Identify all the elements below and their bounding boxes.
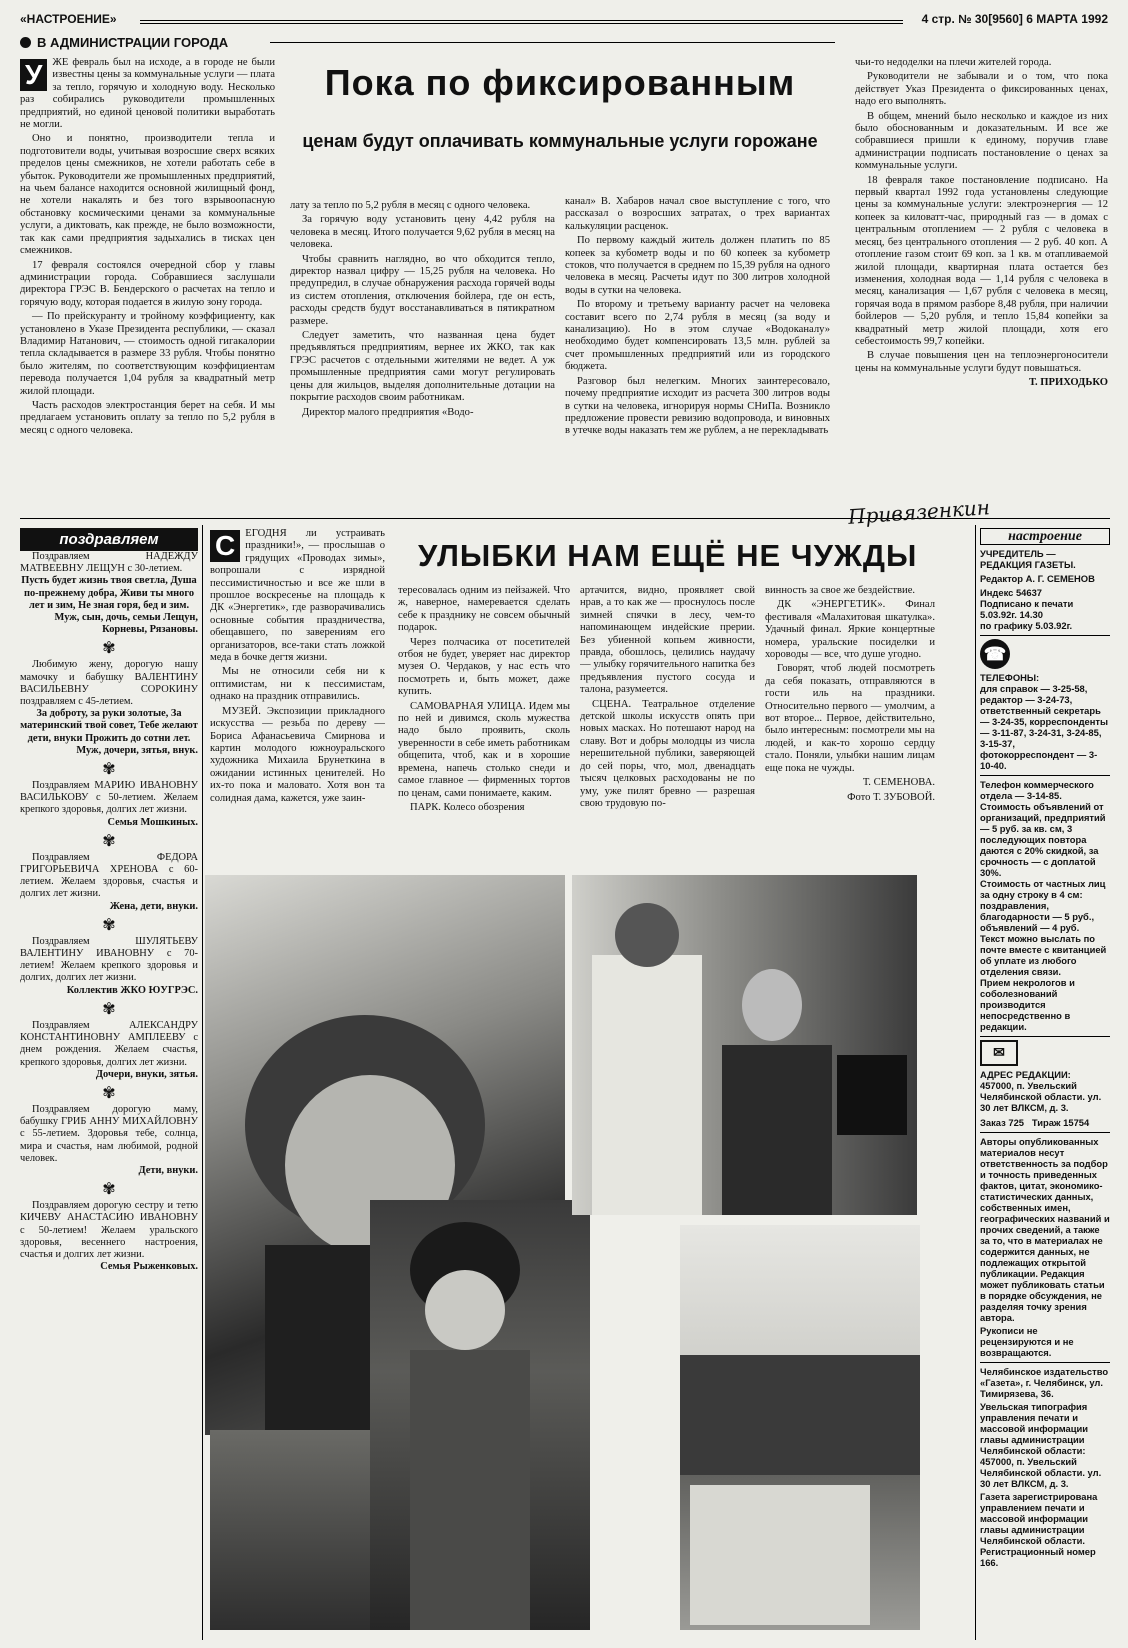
ad-phone: Телефон коммерческого отдела — 3-14-85. xyxy=(980,779,1094,801)
photo-festival-stage xyxy=(572,875,917,1215)
greeting-item xyxy=(20,551,198,636)
article1-title: Пока по фиксированным xyxy=(324,62,796,103)
ad-obituary: Прием некрологов и соболезнований производится непосредственно в редакции. xyxy=(980,977,1075,1032)
ad-private: Стоимость от частных лиц за одну строку в 4 см: поздравления, благодарности — 5 руб., объявлений — 4 руб. xyxy=(980,878,1106,933)
paragraph: САМОВАРНАЯ УЛИЦА. Идем мы по ней и дивимся, сколь мужества надо было проявить, сколь уверенности в себе иметь работникам общепита, чтоб, как и в хорошие времена, напечь столько снеди и самое главное — фирменных тортов по ценам, сами понимаете, каким. xyxy=(398,700,570,799)
article2-title: УЛЫБКИ НАМ ЕЩЁ НЕ ЧУЖДЫ xyxy=(418,538,918,573)
paragraph: Следует заметить, что названная цена будет предъявляться предприятиям, вернее их ЖКО, так как ГРЭС расчетов с отдельными жителями не ведет. А уж промышленные предприятия сами могут регулировать цены для жильцов, выделяя дополнительные дотации на покрытие расходов своим работникам. xyxy=(290,330,555,404)
article2-column-2 xyxy=(398,585,570,870)
paragraph: МУЗЕЙ. Экспозиции прикладного искусства — резьба по дереву — Бориса Афанасьевича Смирнова и картин молодого южноуральского художника Михаила Брунеткина в ожидании истинных ценителей. Но их-то пока и маловато. Хотя вон та солидная дама, кажется, уже заин- xyxy=(210,705,385,804)
greeting-text: Любимую жену, дорогую нашу мамочку и бабушку ВАЛЕНТИНУ ВАСИЛЬЕВНУ СОРОКИНУ поздравляем с 45-летием. xyxy=(20,659,198,708)
greeting-signature: Муж, сын, дочь, семьи Лещун, Корневы, Рязановы. xyxy=(54,612,198,636)
greeting-signature: Дети, внуки. xyxy=(138,1164,198,1176)
greeting-signature: Семья Рыженковых. xyxy=(100,1261,198,1273)
greeting-item xyxy=(20,1020,198,1081)
envelope-icon: ✉ xyxy=(980,1040,1018,1066)
flower-ornament-icon: ✾ xyxy=(102,1084,116,1102)
greeting-item xyxy=(20,780,198,829)
greeting-signature: Муж, дочери, зятья, внук. xyxy=(76,744,198,756)
greeting-signature: Семья Мошкиных. xyxy=(107,816,198,828)
address-title: АДРЕС РЕДАКЦИИ: xyxy=(980,1069,1071,1080)
schedule: по графику 5.03.92г. xyxy=(980,620,1073,631)
greeting-verse: За доброту, за руки золотые, За материнский твой совет, Тебе желают дети, внуки Прожить до сотни лет. xyxy=(20,708,198,744)
paragraph: лату за тепло по 5,2 рубля в месяц с одного человека. xyxy=(290,200,531,211)
photo-credit: Фото Т. ЗУБОВОЙ. xyxy=(847,791,935,803)
paragraph: За горячую воду установить цену 4,42 рубля на человека в месяц. Итого получается 9,62 рубля в месяц на человека. xyxy=(290,214,555,251)
greeting-item xyxy=(20,936,198,997)
authors-note: Авторы опубликованных материалов несут ответственность за подбор и точность приведенных фактов, цитат, экономико-статистических данных, собственных имен, географических названий и прочих сведений, а также за то, что в материалах не содержится данных, не подлежащих открытой публикации. Редакция может публиковать статьи в порядке обсуждения, не разделяя точку зрения автора. xyxy=(980,1136,1110,1323)
article1-subtitle: ценам будут оплачивать коммунальные услуги горожане xyxy=(302,131,818,151)
paragraph: Чтобы сравнить наглядно, во что обходится тепло, директор назвал цифру — 15,25 рубля на человека. Но предупредил, в случае обнаружения расхода горячей воды из систем отопления, отключения бойлера, где он есть, расходы средств будут восстанавливаться в пятикратном размере. xyxy=(290,253,555,327)
order-number: Заказ 725 xyxy=(980,1117,1025,1128)
founder: УЧРЕДИТЕЛЬ — РЕДАКЦИЯ ГАЗЕТЫ. xyxy=(980,548,1076,570)
article1-column-1 xyxy=(20,57,275,507)
greeting-signature: Коллектив ЖКО ЮУГРЭС. xyxy=(66,984,198,996)
ad-text: Текст можно выслать по почте вместе с квитанцией об уплате из любого отделения связи. xyxy=(980,933,1107,977)
paragraph: — По прейскуранту и тройному коэффициенту, как установлено в Указе Президента республики, — сказал Владимир Натанович, — стоимость одной гигакалории тепла складывается в размере 33 рубля. Чтобы понятно было жителям, по соответствующим коэффициентам перевода получается 1,04 рубля за квадратный метр жилой площади. xyxy=(20,311,275,397)
phones-title: ТЕЛЕФОНЫ: xyxy=(980,672,1040,683)
paragraph: ПАРК. Колесо обозрения xyxy=(410,801,525,813)
paragraph: В общем, мнений было несколько и каждое из них было обоснованным и доказательным. И все же собравшиеся пришли к единому, поручив главе администрации подписать постановление о ценах за коммунальные услуги. xyxy=(855,110,1108,172)
photo-market-crowd xyxy=(680,1225,920,1630)
publication-name: «НАСТРОЕНИЕ» xyxy=(20,12,117,26)
greeting-verse: Пусть будет жизнь твоя светла, Душа по-прежнему добра, Живи ты много лет и зим, Не зная горя, бед и зим. xyxy=(21,575,197,611)
paragraph: винность за свое же бездействие. xyxy=(765,585,916,596)
article2-column-4 xyxy=(765,585,935,870)
greeting-signature: Жена, дети, внуки. xyxy=(109,900,198,912)
greeting-text: Поздравляем МАРИЮ ИВАНОВНУ ВАСИЛЬКОВУ с 50-летием. Желаем крепкого здоровья, долгих лет жизни. xyxy=(20,780,198,816)
greetings-banner: поздравляем xyxy=(20,528,198,551)
paragraph: тересовалась одним из пейзажей. Что ж, наверное, намеревается сделать себе к празднику не совсем обычный подарок. xyxy=(398,585,570,634)
rubric-label: В АДМИНИСТРАЦИИ ГОРОДА xyxy=(37,35,229,50)
paragraph: Оно и понятно, производители тепла и подготовители воды, учитывая возросшие сверх всяких пределов цены смежников, не хотели работать себе в убыток. Руководители же промышленных предприятий, на чьем балансе находится основной жилищный фонд, не хотели накалять и без того взрывоопасную обстановку космическими ценами за коммунальные услуги, а диктовать, как прежде, не было возможности, так как сами предприятия задыхались в тисках цен смежников. xyxy=(20,133,275,257)
issue-info: 4 стр. № 30[9560] 6 МАРТА 1992 xyxy=(921,12,1108,26)
photo-boy-hat xyxy=(370,1200,590,1630)
signed-label: Подписано к печати xyxy=(980,598,1074,609)
signed-date: 5.03.92г. 14.30 xyxy=(980,609,1043,620)
greeting-text: Поздравляем НАДЕЖДУ МАТВЕЕВНУ ЛЕЩУН с 30-летием. xyxy=(20,551,198,575)
masthead-logo: настроение xyxy=(980,528,1110,545)
greetings-column xyxy=(20,528,198,1638)
paragraph: канал» В. Хабаров начал свое выступление с того, что рассказал о возросших затратах, о трех вариантах калькуляции расценок. xyxy=(565,196,830,232)
article2-column-1 xyxy=(210,528,385,868)
dropcap: У xyxy=(20,59,47,91)
phones-block xyxy=(980,635,1110,771)
paragraph: Разговор был нелегким. Многих заинтересовало, почему предприятие исходит из расчета 300 литров воды в сутки на человека, игнорируя нормы СНиПа. Возникло предложение провести ревизию водопровода, и виновных в утечке воды наказать тем же рублем, а не перекладывать xyxy=(565,375,830,437)
publisher-block xyxy=(980,1362,1110,1568)
article1-column-3 xyxy=(565,196,830,514)
imprint-sidebar xyxy=(980,528,1110,1638)
registration: Газета зарегистрирована управлением печати и массовой информации главы администрации Челябинской области. Регистрационный номер 166. xyxy=(980,1491,1098,1568)
photo-carvings xyxy=(210,1430,370,1630)
article1-column-4 xyxy=(855,57,1108,502)
paragraph: По второму и третьему варианту расчет на человека составит всего по 2,74 рубля в месяц (за воду и канализацию). Но в этом случае «Водоканалу» необходимо будет компенсировать 13,5 млн. рублей за счет промышленных предприятий или из городского бюджета. xyxy=(565,299,830,373)
photo-crowd-shapes xyxy=(680,1225,920,1630)
flower-ornament-icon: ✾ xyxy=(102,761,116,779)
paragraph: Мы не относили себя ни к оптимистам, ни к пессимистам, однако на праздник отправились. xyxy=(210,666,385,703)
paragraph: ЕГОДНЯ ли устраивать праздники!», — прослышав о грядущих «Проводах зимы», вопрошали с изрядной пессимистичностью и все же шли в прошлое воскресенье на площадь к ДК «Энергетик», где разворачивались основные события праздничества, обещавшего, по заверениям его организаторов, все-таки стать ложкой меда в бочке дегтя жизни. xyxy=(210,528,385,664)
greeting-text: Поздравляем АЛЕКСАНДРУ КОНСТАНТИНОВНУ АМПЛЕЕВУ с днем рождения. Желаем счастья, крепкого здоровья, долгих лет жизни. xyxy=(20,1019,198,1068)
article2-author: Т. СЕМЕНОВА. xyxy=(862,777,935,789)
paragraph: артачится, видно, проявляет свой нрав, а то как же — проснулось после зимней спячки в лесу, чем-то напоминающем индейские прерии. Без убиенной копьем живности, правда, обошлось, целились наудачу — улыбку горячительного напитка без предъявления пустого сосуда и талона, разумеется. xyxy=(580,585,755,696)
print-info xyxy=(980,1117,1110,1128)
editor: Редактор А. Г. СЕМЕНОВ xyxy=(980,573,1095,584)
paragraph: ДК «ЭНЕРГЕТИК». Финал фестиваля «Малахитовая шкатулка». Удачный финал. Яркие концертные номера, уральские посиделки и хороводы — все, что душе угодно. xyxy=(765,599,935,661)
ad-rates: Стоимость объявлений от организаций, предприятий — 5 руб. за кв. см, 3 последующих повтора даются с 20% скидкой, за срочность — с доплатой 30%. xyxy=(980,801,1106,878)
paragraph: 17 февраля состоялся очередной сбор у главы администрации города. Собравшиеся заслушали директора ГРЭС В. Бендерского о расчетах на тепло и горячую воду, которая подается в жилую зону города. xyxy=(20,259,275,308)
page-header xyxy=(20,12,1108,30)
telephone-icon: ☎ xyxy=(980,639,1010,669)
flower-ornament-icon: ✾ xyxy=(102,832,116,850)
greeting-item xyxy=(20,1200,198,1273)
column-rule xyxy=(975,525,976,1640)
paragraph: Через полчасика от посетителей отбоя не будет, уверяет нас директор музея О. Чердаков, у нас есть что посмотреть и, быть может, даже купить. xyxy=(398,636,570,698)
flower-ornament-icon: ✾ xyxy=(102,1181,116,1199)
article1-signature: Т. ПРИХОДЬКО xyxy=(1028,377,1108,389)
greeting-text: Поздравляем ФЕДОРА ГРИГОРЬЕВИЧА ХРЕНОВА с 60-летием. Желаем здоровья, счастья и долгих лет жизни. xyxy=(20,851,198,900)
publisher: Челябинское издательство «Газета», г. Челябинск, ул. Тимирязева, 36. xyxy=(980,1366,1109,1399)
paragraph: 18 февраля такое постановление подписано. На первый квартал 1992 года установлены следующие цены за коммунальные услуги: электроэнергия — 12 копеек за киловатт-час, природный газ — в домах с центральным отоплением — 2 рубля с человека в месяц, без центрального отопления — 2 руб. 40 коп. А отопление газом стоит 69 коп. за 1 кв. м отапливаемой жилой площади, квартирная плата остается без изменения, холодная вода — 1,14 рубля с человека в месяц, канализация — 1,67 рубля с человека в месяц, горячая вода в прямом разборе 8,48 рубля, при наличии бойлеров — 5,20 рубля, и тепло 15,84 копейки за квадратный метр жилой площади, хотя его себестоимость 99,7 копейки. xyxy=(855,174,1108,347)
rubric xyxy=(20,35,228,50)
rubric-rule xyxy=(270,42,835,43)
print-run: Тираж 15754 xyxy=(1031,1117,1090,1128)
article1-column-2 xyxy=(290,200,555,510)
photo-boy-silhouette xyxy=(370,1200,590,1630)
phones-list: для справок — 3-25-58, редактор — 3-24-73, ответственный секретарь — 3-24-35, корреспонденты — 3-11-87, 3-24-31, 3-24-85, 3-15-37, фотокорреспондент — 3-10-40. xyxy=(980,683,1109,771)
flower-ornament-icon: ✾ xyxy=(102,640,116,658)
greetings-list xyxy=(20,551,198,1273)
paragraph: СЦЕНА. Театральное отделение детской школы искусств опять при новых масках. Но потешают народ на славу. Вот и добры молодцы из числа нерешительной публики, заверяющей до сей поры, что, мол, двенадцать тысяч целковых расходованы не по уму, уже пилят бревно — разрешая свою трудовую по- xyxy=(580,698,755,809)
paragraph: Директор малого предприятия «Водо- xyxy=(302,406,474,418)
paragraph: Руководители не забывали и о том, что пока действует Указ Президента о фиксированных ценах, надо его выполнять. xyxy=(855,71,1108,108)
flower-ornament-icon: ✾ xyxy=(102,1000,116,1018)
article2-column-3 xyxy=(580,585,755,870)
index: Индекс 54637 xyxy=(980,587,1043,598)
greeting-text: Поздравляем ШУЛЯТЬЕВУ ВАЛЕНТИНУ ИВАНОВНУ с 70-летием! Желаем крепкого здоровья и долгих, долгих лет жизни. xyxy=(20,935,198,984)
greeting-text: Поздравляем дорогую сестру и тетю КИЧЕВУ АНАСТАСИЮ ИВАНОВНУ с 50-летием! Желаем уральского здоровья, весеннего настроения, счастья и долгих лет жизни. xyxy=(20,1200,198,1260)
address: 457000, п. Увельский Челябинской области. ул. 30 лет ВЛКСМ, д. 3. xyxy=(980,1080,1102,1113)
paragraph: ЖЕ февраль был на исходе, а в городе не были известны цены за коммунальные услуги — плата за тепло, горячую и холодную воду. Несколько раз собирались руководители промышленных предприятий, но единой ценовой политики выработать не могли. xyxy=(20,57,275,131)
paragraph: Говорят, чтоб людей посмотреть да себя показать, отправляются в гости иль на праздники. Относительно первого — умолчим, а вот второе... Первое, действительно, было интересным: посмотрели мы на людей, и как-то хорошо сердцу стало. Поняли, улыбки нашим лицам еще пока не чужды. xyxy=(765,663,935,774)
column-rule xyxy=(202,525,203,1640)
paragraph: По первому каждый житель должен платить по 85 копеек за кубометр воды и по 60 копеек за кубометр стоков, что получается в среднем по 15,39 рубля на одного человека в месяц. Расчеты идут по 300 литров холодной воды в сутки на человека. xyxy=(565,235,830,296)
address-block xyxy=(980,1036,1110,1128)
bullet-icon xyxy=(20,37,31,48)
printer: Увельская типография управления печати и массовой информации главы администрации Челябинской области: 457000, п. Увельский Челябинской области. ул. 30 лет ВЛКСМ, д. 3. xyxy=(980,1401,1102,1489)
handwritten-signature: Привязенкин xyxy=(847,495,991,529)
paragraph: Часть расходов электростанция берет на себя. И мы предлагаем установить оплату за тепло по 5,2 рубля в месяц с одного человека. xyxy=(20,399,275,436)
disclaimer-block xyxy=(980,1132,1110,1358)
paragraph: В случае повышения цен на теплоэнергоносители цены на коммунальные услуги будут повышаться. xyxy=(855,350,1108,374)
dropcap: С xyxy=(210,530,240,562)
manuscripts-note: Рукописи не рецензируются и не возвращаются. xyxy=(980,1325,1074,1358)
greeting-item xyxy=(20,852,198,913)
header-rule xyxy=(140,20,903,24)
greeting-item xyxy=(20,659,198,757)
greeting-signature: Дочери, внуки, зятья. xyxy=(95,1068,198,1080)
photo-stage-figures xyxy=(572,875,917,1215)
flower-ornament-icon: ✾ xyxy=(102,916,116,934)
greeting-text: Поздравляем дорогую маму, бабушку ГРИБ АННУ МИХАЙЛОВНУ с 55-летием. Здоровья тебе, солнца, мира и счастья, нам любимой, родной человек. xyxy=(20,1103,198,1164)
greeting-item xyxy=(20,1104,198,1177)
paragraph: чьи-то недоделки на плечи жителей города. xyxy=(855,57,1052,68)
ads-block xyxy=(980,775,1110,1032)
